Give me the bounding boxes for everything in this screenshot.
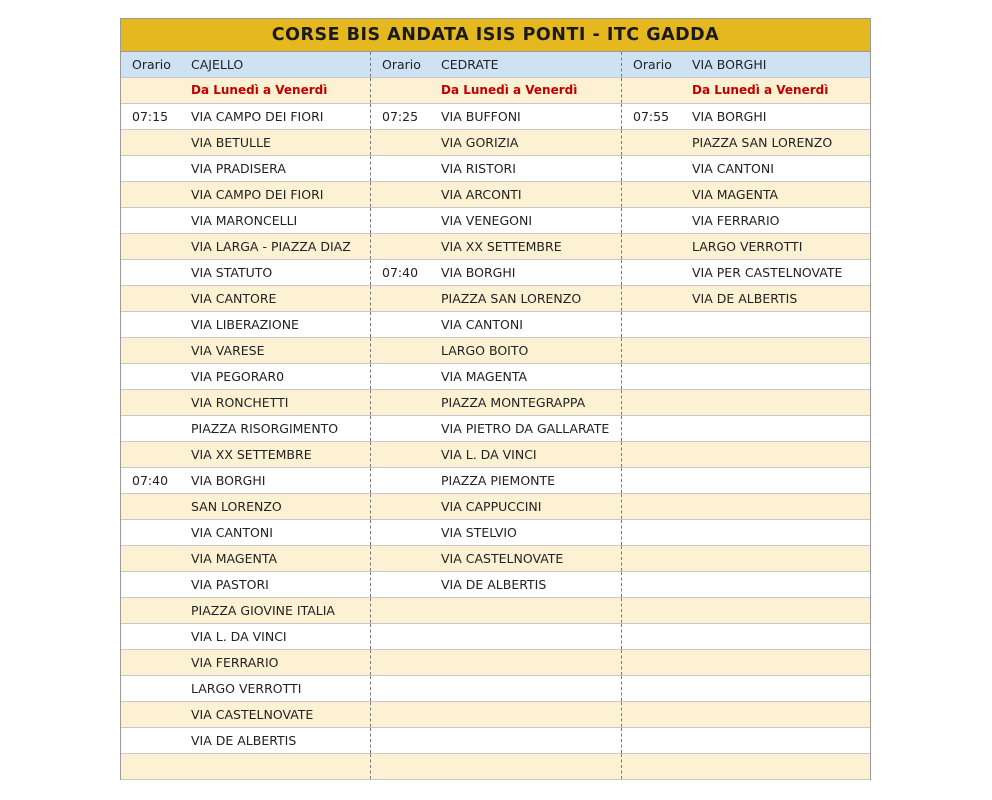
column-group (121, 572, 371, 597)
table-row (121, 546, 870, 572)
column-group (371, 572, 622, 597)
table-row (121, 390, 870, 416)
stop-name (692, 468, 870, 493)
column-group (121, 702, 371, 727)
column-group (121, 156, 371, 181)
column-group (371, 728, 622, 753)
departure-time (121, 416, 191, 441)
stop-name (441, 624, 621, 649)
column-group (622, 572, 870, 597)
column-group (121, 442, 371, 467)
departure-time (121, 312, 191, 337)
departure-time (121, 598, 191, 623)
stop-name (441, 728, 621, 753)
column-group (622, 286, 870, 311)
timetable (120, 18, 871, 780)
column-group (121, 364, 371, 389)
service-days-label: Da Lunedì a Venerdì (191, 83, 328, 97)
stop-name: VIA BORGHI (692, 109, 767, 124)
departure-time (622, 312, 692, 337)
stop-name: PIAZZA PIEMONTE (441, 473, 556, 488)
column-group (121, 78, 371, 103)
column-group (121, 598, 371, 623)
departure-time (622, 234, 692, 259)
column-group (371, 650, 622, 675)
departure-time (622, 520, 692, 545)
column-group (622, 156, 870, 181)
column-group (371, 598, 622, 623)
header-row (121, 52, 870, 78)
stop-name (692, 312, 870, 337)
departure-time (121, 286, 191, 311)
stop-name (692, 520, 870, 545)
departure-time (121, 676, 191, 701)
departure-time (622, 624, 692, 649)
stop-name (692, 390, 870, 415)
stop-name (692, 624, 870, 649)
stop-name (441, 754, 621, 779)
stop-name: VIA PEGORAR0 (191, 369, 285, 384)
days-row (121, 78, 870, 104)
column-group (622, 234, 870, 259)
stop-name: VIA LIBERAZIONE (191, 317, 299, 332)
departure-time (121, 494, 191, 519)
column-group (371, 338, 622, 363)
departure-time (622, 338, 692, 363)
departure-time (622, 416, 692, 441)
stop-name (692, 754, 870, 779)
column-group (371, 130, 622, 155)
column-group (371, 416, 622, 441)
stop-name: LARGO BOITO (441, 343, 529, 358)
column-group (371, 468, 622, 493)
stop-name: VIA STELVIO (441, 525, 517, 540)
table-row (121, 416, 870, 442)
column-group (121, 312, 371, 337)
stop-name: VIA L. DA VINCI (191, 629, 287, 644)
column-group (121, 728, 371, 753)
column-group (371, 104, 622, 129)
stop-name: VIA LARGA - PIAZZA DIAZ (191, 239, 351, 254)
timetable-grid (121, 52, 870, 780)
table-row (121, 650, 870, 676)
departure-time (622, 676, 692, 701)
column-group (371, 156, 622, 181)
departure-time (121, 182, 191, 207)
column-group (622, 442, 870, 467)
column-group (622, 702, 870, 727)
table-row (121, 494, 870, 520)
table-row (121, 598, 870, 624)
departure-time: 07:40 (132, 473, 169, 488)
stop-name: VIA MAGENTA (191, 551, 278, 566)
departure-time: 07:55 (633, 109, 670, 124)
departure-time (371, 286, 441, 311)
stop-name (441, 702, 621, 727)
table-row (121, 130, 870, 156)
departure-time: 07:40 (382, 265, 419, 280)
stop-name: VIA DE ALBERTIS (692, 291, 798, 306)
departure-time (121, 390, 191, 415)
departure-time (371, 624, 441, 649)
column-group (371, 234, 622, 259)
stop-name (692, 338, 870, 363)
stop-name: VIA XX SETTEMBRE (441, 239, 562, 254)
departure-time (121, 364, 191, 389)
stop-name: PIAZZA SAN LORENZO (692, 135, 833, 150)
column-group (622, 494, 870, 519)
column-group (121, 286, 371, 311)
column-group (371, 182, 622, 207)
column-group (622, 546, 870, 571)
departure-time (371, 650, 441, 675)
stop-name: VIA CANTONI (692, 161, 774, 176)
timetable-title: CORSE BIS ANDATA ISIS PONTI - ITC GADDA (121, 19, 870, 52)
column-group (121, 208, 371, 233)
departure-time (622, 390, 692, 415)
departure-time (622, 754, 692, 779)
stop-name (692, 364, 870, 389)
table-row (121, 260, 870, 286)
stop-name: VIA BUFFONI (441, 109, 521, 124)
stop-name (441, 650, 621, 675)
departure-time (371, 182, 441, 207)
stop-name (692, 702, 870, 727)
column-group (371, 364, 622, 389)
departure-time (371, 728, 441, 753)
column-group-header (371, 52, 622, 77)
stop-name: VIA CAPPUCCINI (441, 499, 542, 514)
stop-name: VIA BORGHI (191, 473, 266, 488)
stop-name (441, 676, 621, 701)
stop-name: VIA MAGENTA (441, 369, 528, 384)
column-group (121, 468, 371, 493)
stop-name (191, 754, 370, 779)
departure-time: 07:25 (382, 109, 419, 124)
time-cell (371, 78, 441, 103)
departure-time (371, 520, 441, 545)
column-group (121, 624, 371, 649)
stop-name: VIA PRADISERA (191, 161, 286, 176)
column-group (121, 104, 371, 129)
column-group (622, 754, 870, 779)
table-row (121, 208, 870, 234)
departure-time (371, 754, 441, 779)
time-cell (121, 78, 191, 103)
stop-name: VIA FERRARIO (692, 213, 780, 228)
stop-name: VIA PER CASTELNOVATE (692, 265, 843, 280)
departure-time (371, 130, 441, 155)
departure-time (622, 208, 692, 233)
time-column-header: Orario (132, 57, 171, 72)
column-group (622, 260, 870, 285)
stop-name: VIA MAGENTA (692, 187, 779, 202)
departure-time (121, 650, 191, 675)
departure-time (121, 338, 191, 363)
stop-name: VIA MARONCELLI (191, 213, 298, 228)
departure-time (622, 728, 692, 753)
table-row (121, 286, 870, 312)
stop-name: PIAZZA SAN LORENZO (441, 291, 582, 306)
stop-name: PIAZZA RISORGIMENTO (191, 421, 339, 436)
stop-name: VIA CAMPO DEI FIORI (191, 109, 324, 124)
column-group (622, 338, 870, 363)
stop-name: VIA STATUTO (191, 265, 273, 280)
table-row (121, 338, 870, 364)
stop-name (692, 494, 870, 519)
column-group (371, 390, 622, 415)
departure-time (121, 572, 191, 597)
column-group (622, 468, 870, 493)
departure-time (622, 260, 692, 285)
column-group (121, 520, 371, 545)
departure-time (121, 156, 191, 181)
departure-time (622, 650, 692, 675)
stop-name: LARGO VERROTTI (191, 681, 302, 696)
service-days-label: Da Lunedì a Venerdì (692, 83, 829, 97)
departure-time (371, 208, 441, 233)
column-group (622, 728, 870, 753)
departure-time (121, 546, 191, 571)
stop-name: VIA L. DA VINCI (441, 447, 537, 462)
column-group (371, 494, 622, 519)
column-group (371, 286, 622, 311)
stop-name: VIA ARCONTI (441, 187, 522, 202)
column-group (121, 494, 371, 519)
departure-time (371, 416, 441, 441)
column-group (371, 754, 622, 779)
service-days-label: Da Lunedì a Venerdì (441, 83, 578, 97)
column-group (121, 260, 371, 285)
departure-time (371, 338, 441, 363)
stop-name: VIA CANTORE (191, 291, 277, 306)
stop-name: VIA DE ALBERTIS (441, 577, 547, 592)
departure-time (622, 182, 692, 207)
stop-name: VIA FERRARIO (191, 655, 279, 670)
table-row (121, 572, 870, 598)
column-group (622, 104, 870, 129)
departure-time (371, 546, 441, 571)
column-group (121, 546, 371, 571)
stop-name: VIA DE ALBERTIS (191, 733, 297, 748)
column-group (371, 78, 622, 103)
column-group (622, 598, 870, 623)
table-row (121, 312, 870, 338)
stop-name (692, 572, 870, 597)
departure-time (371, 468, 441, 493)
stop-name (692, 676, 870, 701)
stop-name: VIA RONCHETTI (191, 395, 289, 410)
departure-time (622, 130, 692, 155)
departure-time (371, 598, 441, 623)
table-row (121, 364, 870, 390)
column-group (622, 624, 870, 649)
departure-time (622, 702, 692, 727)
stop-name: VIA CASTELNOVATE (441, 551, 564, 566)
stop-name: PIAZZA GIOVINE ITALIA (191, 603, 335, 618)
departure-time (371, 676, 441, 701)
column-group (622, 650, 870, 675)
table-row (121, 702, 870, 728)
departure-time (371, 702, 441, 727)
column-group (622, 312, 870, 337)
table-row (121, 520, 870, 546)
stop-name: VIA GORIZIA (441, 135, 519, 150)
stop-name (692, 650, 870, 675)
departure-time (121, 754, 191, 779)
table-row (121, 442, 870, 468)
departure-time (622, 572, 692, 597)
time-column-header: Orario (633, 57, 672, 72)
departure-time (371, 156, 441, 181)
departure-time (371, 494, 441, 519)
table-row (121, 754, 870, 780)
column-group (622, 208, 870, 233)
stop-name: VIA RISTORI (441, 161, 516, 176)
column-group (622, 364, 870, 389)
stop-name: VIA CANTONI (441, 317, 523, 332)
departure-time (622, 156, 692, 181)
column-group (121, 182, 371, 207)
column-group (371, 702, 622, 727)
departure-time (622, 546, 692, 571)
departure-time (371, 442, 441, 467)
departure-time (622, 286, 692, 311)
column-group (371, 442, 622, 467)
stop-name: PIAZZA MONTEGRAPPA (441, 395, 586, 410)
departure-time (622, 494, 692, 519)
stop-name: SAN LORENZO (191, 499, 282, 514)
column-group (622, 416, 870, 441)
stop-name: VIA XX SETTEMBRE (191, 447, 312, 462)
column-group (371, 676, 622, 701)
column-group (371, 208, 622, 233)
departure-time (121, 624, 191, 649)
departure-time (121, 442, 191, 467)
stop-name (692, 728, 870, 753)
column-group (622, 182, 870, 207)
stop-name: VIA VARESE (191, 343, 265, 358)
column-group (121, 130, 371, 155)
table-row (121, 624, 870, 650)
column-group (622, 78, 870, 103)
departure-time (121, 234, 191, 259)
stop-name: VIA PASTORI (191, 577, 269, 592)
stop-name: VIA BORGHI (441, 265, 516, 280)
departure-time (121, 520, 191, 545)
departure-time (371, 390, 441, 415)
stop-name: VIA PIETRO DA GALLARATE (441, 421, 610, 436)
departure-time (121, 260, 191, 285)
departure-time (371, 572, 441, 597)
column-group-header (121, 52, 371, 77)
table-row (121, 182, 870, 208)
column-group (121, 234, 371, 259)
column-group (371, 260, 622, 285)
route-column-header: CEDRATE (441, 57, 499, 72)
departure-time: 07:15 (132, 109, 169, 124)
column-group (622, 520, 870, 545)
departure-time (371, 234, 441, 259)
column-group (622, 676, 870, 701)
table-row (121, 234, 870, 260)
column-group (371, 312, 622, 337)
stop-name (692, 416, 870, 441)
departure-time (121, 728, 191, 753)
stop-name: VIA VENEGONI (441, 213, 533, 228)
stop-name (692, 546, 870, 571)
column-group (121, 416, 371, 441)
route-column-header: CAJELLO (191, 57, 244, 72)
column-group (121, 338, 371, 363)
stop-name (692, 442, 870, 467)
stop-name (692, 598, 870, 623)
stop-name: VIA BETULLE (191, 135, 271, 150)
departure-time (121, 130, 191, 155)
table-row (121, 728, 870, 754)
departure-time (622, 364, 692, 389)
column-group-header (622, 52, 870, 77)
column-group (622, 390, 870, 415)
stop-name: VIA CANTONI (191, 525, 273, 540)
stop-name (441, 598, 621, 623)
departure-time (622, 468, 692, 493)
time-cell (622, 78, 692, 103)
departure-time (121, 702, 191, 727)
column-group (371, 546, 622, 571)
departure-time (121, 208, 191, 233)
column-group (371, 624, 622, 649)
departure-time (622, 442, 692, 467)
column-group (622, 130, 870, 155)
column-group (371, 520, 622, 545)
departure-time (371, 364, 441, 389)
column-group (121, 754, 371, 779)
table-row (121, 156, 870, 182)
stop-name: LARGO VERROTTI (692, 239, 803, 254)
column-group (121, 390, 371, 415)
departure-time (371, 312, 441, 337)
stop-name: VIA CAMPO DEI FIORI (191, 187, 324, 202)
departure-time (622, 598, 692, 623)
column-group (121, 650, 371, 675)
stop-name: VIA CASTELNOVATE (191, 707, 314, 722)
table-row (121, 676, 870, 702)
table-row (121, 468, 870, 494)
table-row (121, 104, 870, 130)
route-column-header: VIA BORGHI (692, 57, 767, 72)
column-group (121, 676, 371, 701)
time-column-header: Orario (382, 57, 421, 72)
